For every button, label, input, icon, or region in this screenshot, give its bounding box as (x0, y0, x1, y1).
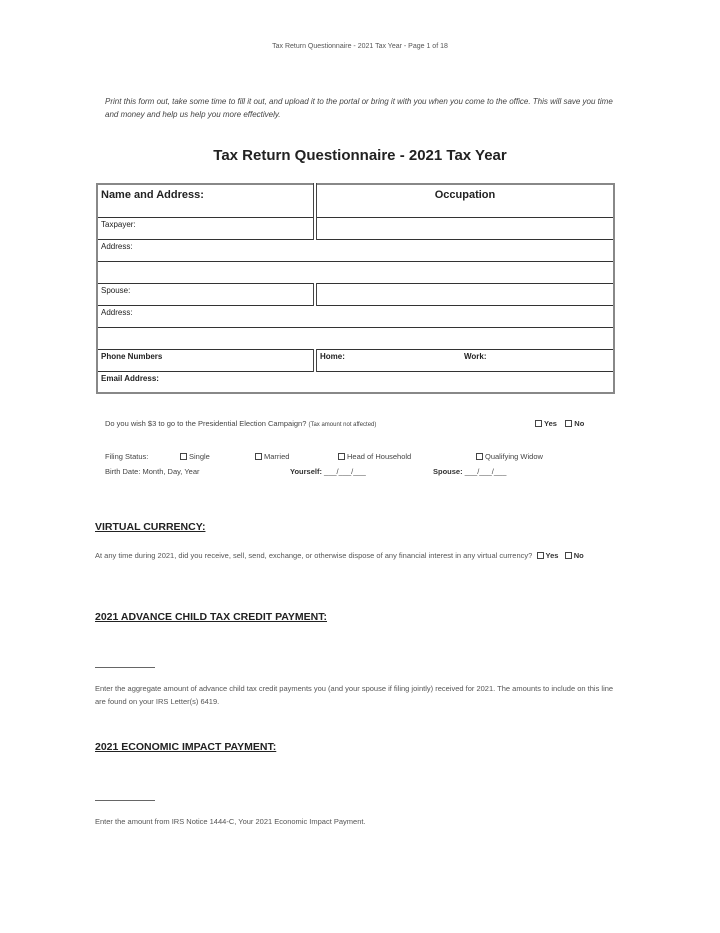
virtual-currency-question (95, 549, 615, 562)
election-note: (Tax amount not affected) (308, 422, 377, 428)
filing-status-hoh[interactable] (338, 452, 411, 461)
spouse-address-field[interactable] (97, 305, 614, 327)
work-phone-label: Work: (464, 351, 487, 361)
election-no-label: No (574, 419, 585, 428)
occupation-header: Occupation (315, 184, 614, 217)
address-label: Address: (101, 241, 133, 251)
advance-ctc-heading: 2021 ADVANCE CHILD TAX CREDIT PAYMENT: (95, 611, 328, 623)
taxpayer-address-line-2[interactable] (97, 261, 614, 283)
spouse-address-line-2[interactable] (97, 327, 614, 349)
filing-status-label: Filing Status: (105, 452, 149, 461)
vc-yes-checkbox[interactable] (537, 552, 544, 559)
phone-numbers-label: Phone Numbers (97, 349, 315, 371)
yourself-label: Yourself: (290, 467, 322, 476)
advance-ctc-instruction: Enter the aggregate amount of advance child tax credit payments you (and your spouse if filing jointly) received for 2021. The amounts to include on this line are found on your IRS Letter(s) 6419. (95, 684, 614, 706)
married-checkbox[interactable] (255, 453, 262, 460)
name-address-table (96, 183, 615, 394)
email-label: Email Address: (101, 373, 159, 383)
qualifying-widow-checkbox[interactable] (476, 453, 483, 460)
qualifying-widow-label: Qualifying Widow (485, 452, 543, 461)
election-no-checkbox[interactable] (565, 420, 572, 427)
birth-date-spouse (433, 467, 506, 476)
single-checkbox[interactable] (180, 453, 187, 460)
married-label: Married (264, 452, 290, 461)
spouse-occupation-field[interactable] (315, 283, 614, 305)
birth-date-yourself (290, 467, 366, 476)
election-question: Do you wish $3 to go to the Presidential Election Campaign? (105, 419, 307, 428)
vc-no-checkbox[interactable] (565, 552, 572, 559)
vc-yes-label: Yes (545, 551, 559, 560)
election-yes-checkbox[interactable] (535, 420, 542, 427)
taxpayer-occupation-field[interactable] (315, 217, 614, 239)
spouse-date-field[interactable]: ___/___/___ (464, 467, 507, 476)
address-label: Address: (101, 307, 133, 317)
filing-status-single[interactable] (180, 452, 210, 461)
economic-impact-heading: 2021 ECONOMIC IMPACT PAYMENT: (95, 741, 277, 753)
spouse-field[interactable] (97, 283, 315, 305)
single-label: Single (189, 452, 210, 461)
phone-fields[interactable] (315, 349, 614, 371)
economic-impact-instruction: Enter the amount from IRS Notice 1444-C, Your 2021 Economic Impact Payment. (95, 817, 366, 826)
election-options (535, 419, 584, 428)
election-question-row (105, 419, 376, 428)
running-header: Tax Return Questionnaire - 2021 Tax Year - Page 1 of 18 (272, 43, 448, 50)
vc-no-label: No (573, 551, 584, 560)
birth-date-label: Birth Date: Month, Day, Year (105, 467, 200, 476)
filing-status-widow[interactable] (476, 452, 543, 461)
filing-status-married[interactable] (255, 452, 289, 461)
taxpayer-label: Taxpayer: (101, 219, 136, 229)
home-phone-label: Home: (320, 351, 345, 361)
intro-text: Print this form out, take some time to fill it out, and upload it to the portal or bring it with you when you come to the office. This will save you time and money and help us help you more effectively. (105, 97, 613, 119)
email-field[interactable] (97, 371, 614, 393)
economic-impact-amount-field[interactable] (95, 800, 155, 801)
yourself-date-field[interactable]: ___/___/___ (324, 467, 366, 476)
head-of-household-checkbox[interactable] (338, 453, 345, 460)
advance-ctc-amount-field[interactable] (95, 667, 155, 668)
taxpayer-field[interactable] (97, 217, 315, 239)
page-title: Tax Return Questionnaire - 2021 Tax Year (213, 147, 507, 164)
virtual-currency-heading: VIRTUAL CURRENCY: (95, 521, 206, 533)
virtual-currency-text: At any time during 2021, did you receive, sell, send, exchange, or otherwise dispose of any financial interest in any virtual currency? (95, 551, 533, 560)
spouse-birth-label: Spouse: (433, 467, 463, 476)
taxpayer-address-field[interactable] (97, 239, 614, 261)
election-yes-label: Yes (544, 419, 557, 428)
name-address-header: Name and Address: (97, 184, 315, 217)
spouse-label: Spouse: (101, 285, 131, 295)
head-of-household-label: Head of Household (347, 452, 412, 461)
